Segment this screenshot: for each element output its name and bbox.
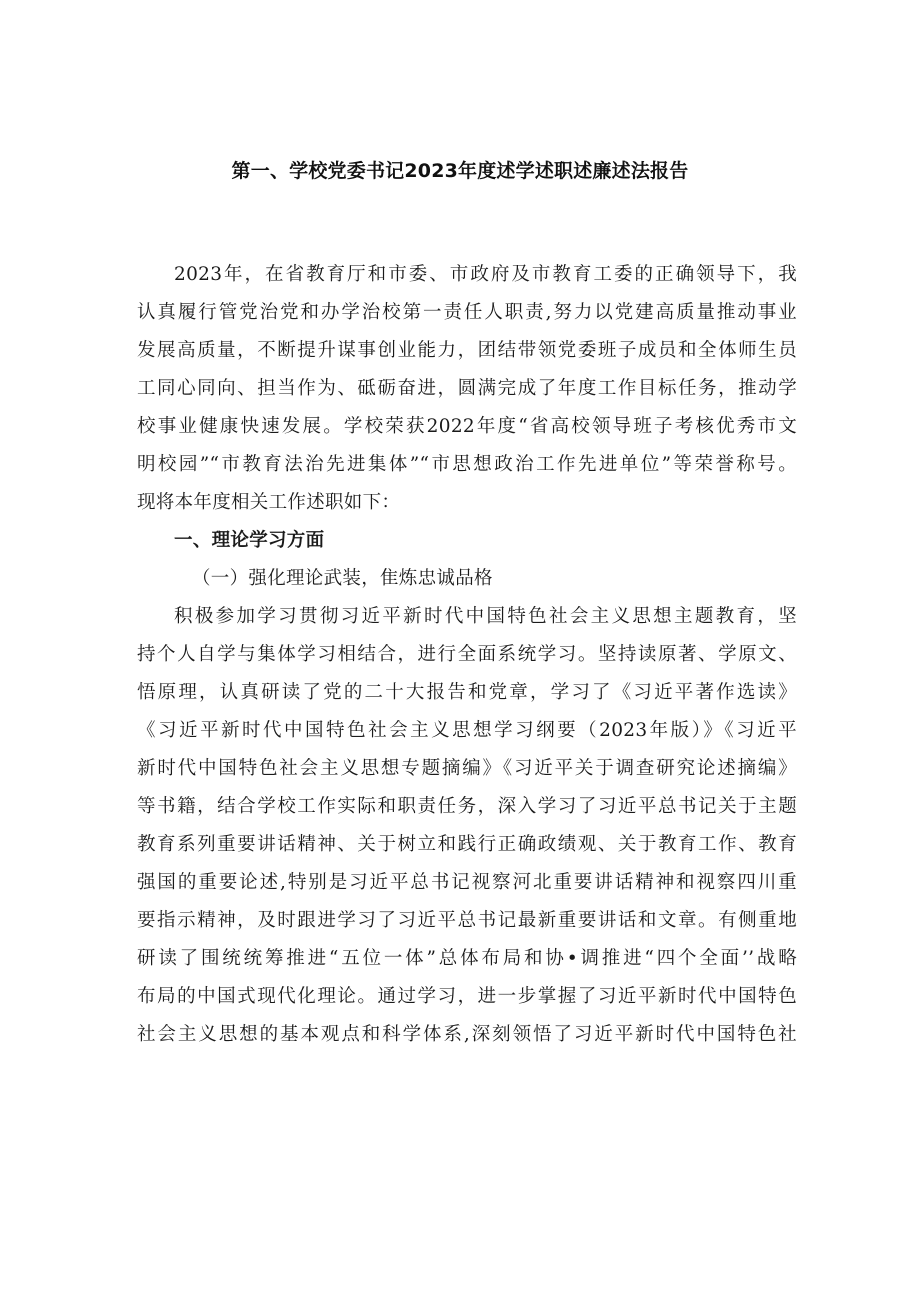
paragraph-line: 研读了围统统筹推进“五位一体”总体布局和协•调推进“四个全面’’战略 [137, 948, 797, 969]
paragraph-line: 持个人自学与集体学习相结合，进行全面系统学习。坚持读原著、学原文、 [137, 644, 797, 665]
paragraph-line: 发展高质量，不断提升谋事创业能力，团结带领党委班子成员和全体师生员 [137, 340, 797, 361]
paragraph-line: 工同心同向、担当作为、砥砺奋进，圆满完成了年度工作目标任务，推动学 [137, 378, 797, 399]
paragraph-line: 等书籍，结合学校工作实际和职责任务，深入学习了习近平总书记关于主题 [137, 796, 797, 817]
paragraph-line: 现将本年度相关工作述职如下： [137, 492, 401, 513]
paragraph-line: 新时代中国特色社会主义思想专题摘编》《习近平关于调查研究论述摘编》 [137, 758, 797, 779]
paragraph-line: 社会主义思想的基本观点和科学体系,深刻领悟了习近平新时代中国特色社 [137, 1024, 797, 1045]
paragraph-line: 2023年，在省教育厅和市委、市政府及市教育工委的正确领导下，我 [174, 264, 797, 285]
paragraph-line: 要指示精神，及时跟进学习了习近平总书记最新重要讲话和文章。有侧重地 [137, 910, 797, 931]
document-body [137, 256, 797, 1054]
paragraph-line: 强国的重要论述,特别是习近平总书记视察河北重要讲话精神和视察四川重 [137, 872, 797, 893]
paragraph-line: 教育系列重要讲话精神、关于树立和践行正确政绩观、关于教育工作、教育 [137, 834, 797, 855]
paragraph-line: 明校园”“市教育法治先进集体”“市思想政治工作先进单位”等荣誉称号。 [137, 454, 797, 475]
paragraph-line: 布局的中国式现代化理论。通过学习，进一步掌握了习近平新时代中国特色 [137, 986, 797, 1007]
paragraph-line: 校事业健康快速发展。学校荣获2022年度“省高校领导班子考核优秀市文 [137, 416, 797, 437]
document-title: 第一、学校党委书记2023年度述学述职述廉述法报告 [231, 160, 689, 182]
paragraph-line: 悟原理，认真研读了党的二十大报告和党章，学习了《习近平著作选读》 [137, 682, 797, 703]
paragraph-line: 《习近平新时代中国特色社会主义思想学习纲要（2023年版）》《习近平 [137, 720, 797, 741]
subsection-heading: （一）强化理论武装，隹炼忠诚品格 [192, 568, 493, 589]
paragraph-line: 积极参加学习贯彻习近平新时代中国特色社会主义思想主题教育，坚 [174, 606, 797, 627]
paragraph-line: 认真履行管党治党和办学治校第一责任人职责,努力以党建高质量推动事业 [137, 302, 797, 323]
section-heading: 一、理论学习方面 [174, 530, 325, 551]
